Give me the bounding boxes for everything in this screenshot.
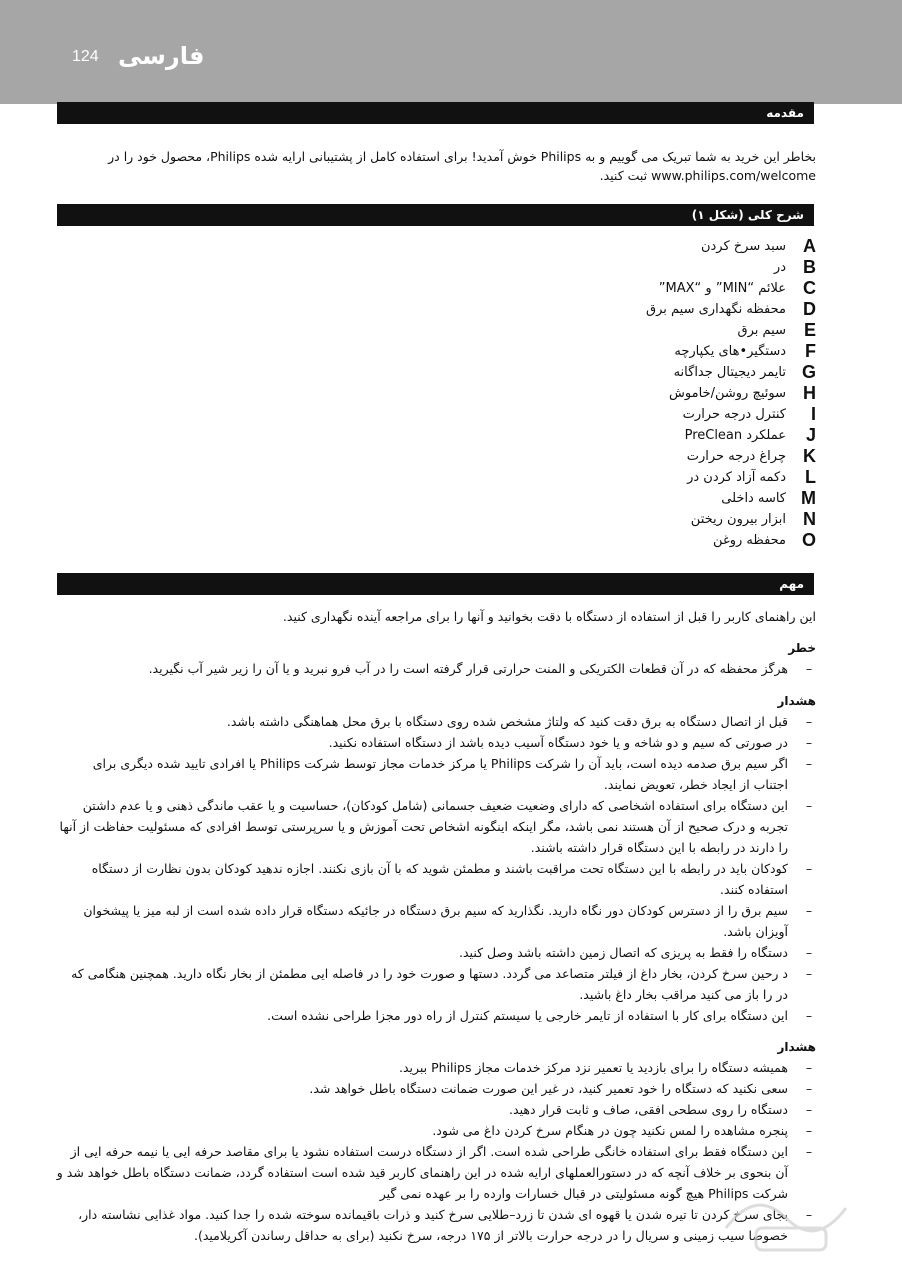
part-item [416,530,816,551]
warning-title: هشدار [777,694,816,708]
warning-text: دستگاه را فقط به پریزی که اتصال زمین داشته باشد وصل کنید. [459,945,788,960]
important-intro: این راهنمای کاربر را قبل از استفاده از دستگاه با دقت بخوانید و آنها را برای مراجعه آینده نگهداری کنید. [282,609,816,624]
part-letter: K [803,446,816,466]
part-label: سیم برق [737,323,786,338]
part-item [416,341,816,362]
part-item [416,404,816,425]
warning-list [56,711,816,1026]
caution-text: دستگاه را روی سطحی افقی، صاف و ثابت قرار دهید. [509,1102,788,1117]
part-letter: D [803,299,816,319]
warning-text: این دستگاه برای استفاده اشخاصی که دارای وضعیت ضعیف جسمانی (شامل کودکان)، حساسیت و یا عقب ماندگی ذهنی و یا عدم داشتن تجربه و درک صحیح از آن هستند نمی باشد، مگر اینکه اینگونه اشخاص تحت آموزش و یا سرپرستی توسط افرادی که مسئولیت حفاظت از آنها را دارند در رابطه با این دستگاه قرار داشته باشند. [59,798,788,855]
list-item [56,658,816,679]
intro-heading-bar [57,102,814,124]
list-item [56,1057,816,1078]
part-label: سوئیچ روشن/خاموش [669,386,786,401]
part-label: تایمر دیجیتال جداگانه [673,365,786,380]
list-item [56,1120,816,1141]
part-letter: E [803,320,816,340]
language-title: فارسی [118,42,205,70]
warning-text: این دستگاه برای کار با استفاده از تایمر خارجی یا سیستم کنترل از راه دور مجزا طراحی نشده است. [267,1008,788,1023]
dash-icon: – [805,1102,813,1117]
danger-text: هرگز محفظه که در آن قطعات الکتریکی و المنت حرارتی قرار گرفته است را در آب فرو نبرید و یا آن را زیر شیر آب نگیرید. [148,661,788,676]
caution-text: همیشه دستگاه را برای بازدید یا تعمیر نزد مرکز خدمات مجاز Philips ببرید. [398,1060,788,1075]
caution-title: هشدار [777,1040,816,1054]
dash-icon: – [805,861,813,876]
list-item [56,711,816,732]
part-letter: G [801,362,816,382]
dash-icon: – [805,1144,813,1159]
part-item [416,320,816,341]
intro-text: بخاطر این خرید به شما تبریک می گوییم و به Philips خوش آمدید! برای استفاده کامل از پشتیبانی ارایه شده Philips، محصول خود را در www.philips.com/welcome ثبت کنید. [108,149,816,183]
list-item [56,1078,816,1099]
part-item [416,383,816,404]
part-letter: M [801,488,816,508]
caution-text: این دستگاه فقط برای استفاده خانگی طراحی شده است. اگر از دستگاه درست استفاده نشود یا برای مقاصد حرفه ایی یا نیمه حرفه ایی از آن بنحوی بر خلاف آنچه که در دستورالعملهای ارایه شده در این راهنمای کاربر قید شده است استفاده گردد، ضمانت دستگاه باطل خواهد شد و شرکت Philips هیچ گونه مسئولیتی در قبال خسارات وارده را بر عهده نمی گیر [56,1144,788,1201]
warning-text: در صورتی که سیم و دو شاخه و یا خود دستگاه آسیب دیده باشد از دستگاه استفاده نکنید. [328,735,788,750]
dash-icon: – [805,1060,813,1075]
parts-list [416,236,816,551]
dash-icon: – [805,1081,813,1096]
dash-icon: – [805,661,813,676]
caution-list [56,1057,816,1246]
dash-icon: – [805,756,813,771]
part-label: محفظه نگهداری سیم برق [646,302,786,317]
part-label: دکمه آزاد کردن در [687,470,786,485]
important-heading-bar [57,573,814,595]
part-item [416,278,816,299]
part-letter: C [803,278,816,298]
part-item [416,467,816,488]
watermark-logo-icon [716,1168,856,1268]
part-item [416,488,816,509]
warning-text: اگر سیم برق صدمه دیده است، باید آن را شرکت Philips یا مرکز خدمات مجاز توسط شرکت Philips یا افرادی تایید شده دیگری برای اجتناب از ایجاد خطر، تعویض نمایند. [92,756,788,792]
header-bar [0,0,902,104]
caution-text: بجای سرخ کردن تا تیره شدن یا قهوه ای شدن تا زرد–طلایی سرخ کنید و ذرات باقیمانده سوخته شده را جدا کنید. مواد غذایی نشاسته دار، خصوصا سیب زمینی و سریال را در درجه حرارت بالاتر از ۱۷۵ درجه، سرخ نکنید (برای به حداقل رساندن آکریلامید). [78,1207,788,1243]
part-item [416,509,816,530]
list-item [56,1099,816,1120]
list-item [56,858,816,900]
part-item [416,362,816,383]
list-item [56,963,816,1005]
part-item [416,446,816,467]
part-label: کنترل درجه حرارت [682,407,786,422]
warning-text: قبل از اتصال دستگاه به برق دقت کنید که ولتاژ مشخص شده روی دستگاه با برق محل هماهنگی داشته باشد. [226,714,788,729]
part-label: عملکرد PreClean [684,428,786,443]
part-letter: O [801,530,816,550]
overview-heading-bar [57,204,814,226]
warning-text: د رحین سرخ کردن، بخار داغ از فیلتر متصاعد می گردد. دستها و صورت خود را در فاصله ایی مطمئن از بخار نگاه دارید. همچنین هنگامی که در را باز می کنید مراقب بخار داغ باشید. [71,966,788,1002]
list-item [56,753,816,795]
part-letter: H [803,383,816,403]
list-item [56,1141,816,1204]
dash-icon: – [805,1123,813,1138]
important-heading: مهم [779,577,804,591]
list-item [56,795,816,858]
dash-icon: – [805,1207,813,1222]
warning-text: کودکان باید در رابطه با این دستگاه تحت مراقبت باشند و مطمئن شوید که با آن بازی نکنند. اجازه ندهید کودکان بدون نظارت از دستگاه استفاده کنند. [91,861,788,897]
dash-icon: – [805,966,813,981]
list-item [56,942,816,963]
part-letter: J [805,425,816,445]
part-letter: L [805,467,816,487]
part-label: دستگیر•های یکپارچه [674,344,786,359]
danger-list [56,658,816,679]
warning-text: سیم برق را از دسترس کودکان دور نگاه دارید. نگذارید که سیم برق دستگاه در جائیکه دستگاه قرار داده شده است از لبه میز یا پیشخوان آویزان باشد. [83,903,788,939]
part-label: ابزار بیرون ریختن [690,512,786,527]
part-letter: I [810,404,816,424]
part-item [416,236,816,257]
dash-icon: – [805,1008,813,1023]
caution-text: پنجره مشاهده را لمس نکنید چون در هنگام سرخ کردن داغ می شود. [432,1123,788,1138]
part-label: کاسه داخلی [721,491,786,506]
list-item [56,1005,816,1026]
part-label: در [773,260,786,275]
part-label: محفظه روغن [713,533,786,548]
part-letter: N [803,509,816,529]
page-number: 124 [72,48,99,65]
overview-heading: شرح کلی (شکل ۱) [691,208,804,222]
part-label: سبد سرخ کردن [700,239,786,254]
dash-icon: – [805,735,813,750]
dash-icon: – [805,945,813,960]
list-item [56,732,816,753]
dash-icon: – [805,798,813,813]
list-item [56,1204,816,1246]
part-letter: F [805,341,816,361]
part-letter: A [803,236,816,256]
part-item [416,257,816,278]
list-item [56,900,816,942]
part-letter: B [803,257,816,277]
part-label: چراغ درجه حرارت [686,449,786,464]
danger-title: خطر [788,641,816,655]
intro-heading: مقدمه [766,106,804,120]
part-item [416,299,816,320]
part-label: علائم “MIN” و “MAX” [658,281,786,296]
dash-icon: – [805,903,813,918]
dash-icon: – [805,714,813,729]
caution-text: سعی نکنید که دستگاه را خود تعمیر کنید، در غیر این صورت ضمانت دستگاه باطل خواهد شد. [309,1081,788,1096]
part-item [416,425,816,446]
